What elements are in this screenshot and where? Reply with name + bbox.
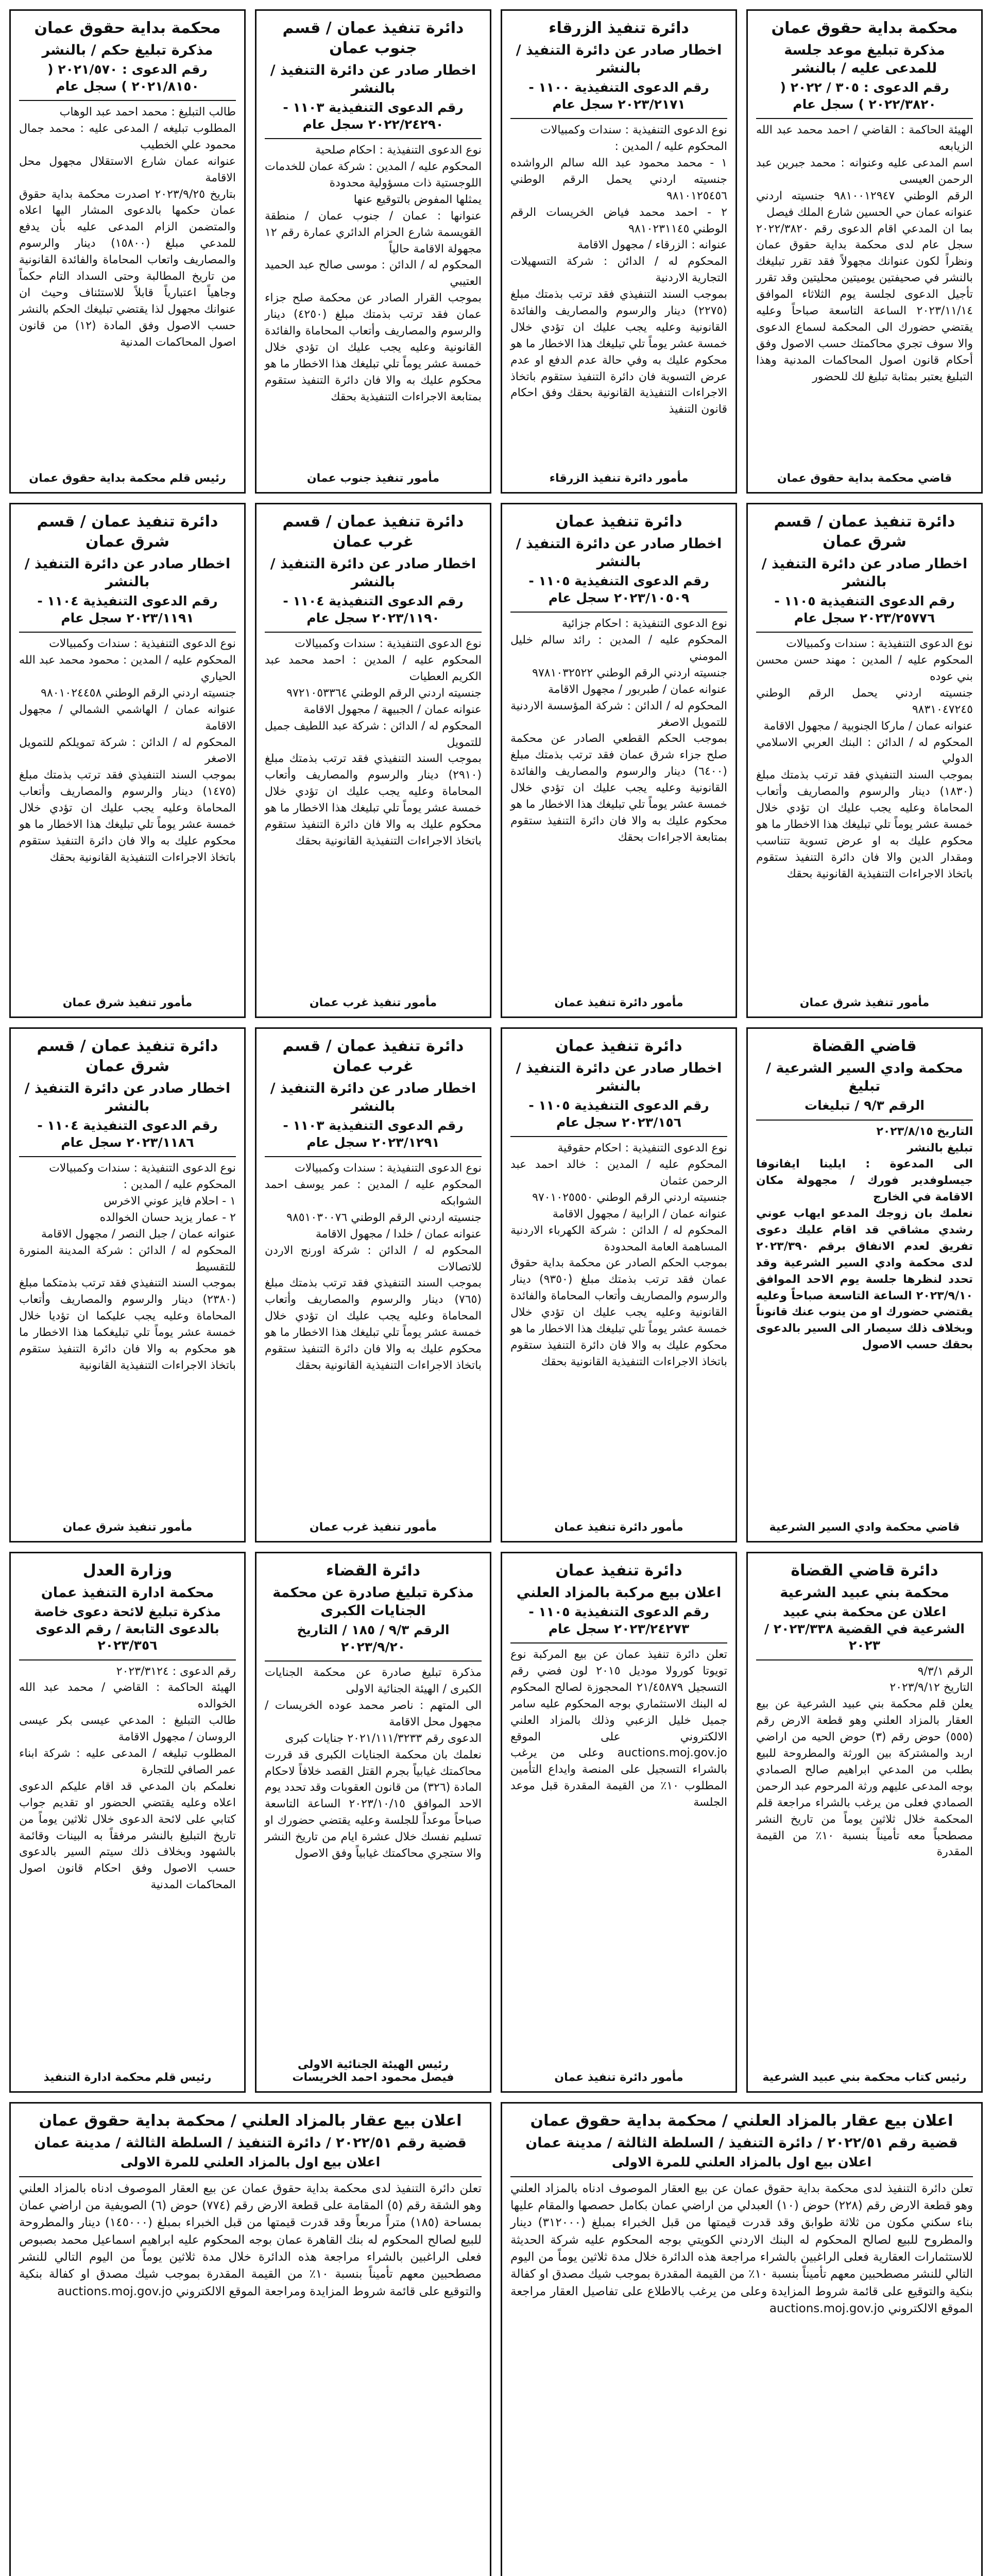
notice-signature: رئيس قلم محكمة ادارة التنفيذ — [43, 2071, 212, 2084]
notice-body: تعلن دائرة تنفيذ عمان عن بيع المركبة نوع تويوتا كورولا موديل ٢٠١٥ لون فضي رقم التسجيل ٢١/٤٥٨٧٩ المحجوزة لصالح المحكوم له البنك الاستثماري بوجه المحكوم عليه سامر جميل خليل الزعبي وذلك بالمزاد العلني الالكتروني على الموقع auctions.moj.gov.jo وعلى من يرغب بالشراء التسجيل على المنصة وايداع التأمين المطلوب ١٠٪ من القيمة المقدرة قبل موعد الجلسة — [510, 1648, 727, 1809]
notice-subtitle: اعلان بيع مركبة بالمزاد العلني — [516, 1585, 722, 1601]
divider — [510, 612, 727, 613]
notice-execution-east-amman — [746, 503, 983, 1018]
notice-signature: مأمور دائرة تنفيذ الزرقاء — [549, 472, 689, 485]
notice-subtitle: قضية رقم ٢٠٢٢/٥١ / دائرة التنفيذ / السلطة الثالثة / مدينة عمان — [525, 2135, 958, 2151]
notice-execution-east-amman-3 — [9, 1027, 246, 1543]
notice-body: تعلن دائرة التنفيذ لدى محكمة بداية حقوق عمان عن بيع العقار الموصوف ادناه بالمزاد العلني وهو الشقة رقم (٥) المقامة على قطعة الارض رقم (٧٧٤) حوض (٦) الصويفية من اراضي عمان بمساحة (١٨٥) متراً مربعاً وقد قدرت قيمتها من قبل الخبراء بمبلغ (١٤٥٠٠٠) دينار والمطروحة للبيع لصالح المحكوم له بنك القاهرة عمان بوجه المحكوم عليه ابراهيم اسماعيل محمد بصبوص فعلى الراغبين بالشراء مراجعة هذه الدائرة خلال مدة ثلاثين يوماً من اليوم التالي للنشر مصطحبين معهم تأميناً بنسبة ١٠٪ من القيمة المقدرة بموجب شيك مصدق او كفالة بنكية والتوقيع على قائمة شروط المزايدة ومراجعة الموقع الالكتروني auctions.moj.gov.jo — [19, 2181, 482, 2298]
notice-ministry-of-justice — [9, 1552, 246, 2093]
notice-subtitle: اخطار صادر عن دائرة التنفيذ / بالنشر — [516, 536, 722, 570]
notice-case-number: رقم الدعوى التنفيذية ١١٠٤ - ٢٠٢٣/١١٨٦ سجل عام — [37, 1118, 218, 1150]
notice-case-number: رقم الدعوى التنفيذية ١١٠٥ - ٢٠٢٣/١٥٦ سجل عام — [528, 1098, 709, 1130]
notice-subtitle: اخطار صادر عن دائرة التنفيذ / بالنشر — [761, 556, 968, 590]
notice-case-number: رقم الدعوى التنفيذية ١١٠٤ - ٢٠٢٣/١١٩١ سجل عام — [37, 594, 218, 625]
notice-title: قاضي القضاة — [812, 1037, 917, 1055]
notice-execution-south-amman — [255, 9, 491, 494]
divider — [19, 632, 236, 633]
notice-signature: مأمور دائرة تنفيذ عمان — [554, 1521, 683, 1534]
notice-title: دائرة القضاء — [326, 1562, 421, 1580]
notice-subtitle: اخطار صادر عن دائرة التنفيذ / بالنشر — [516, 42, 722, 77]
notice-execution-amman-2 — [501, 1027, 737, 1543]
notice-title: دائرة تنفيذ الزرقاء — [549, 19, 689, 37]
notice-title: دائرة تنفيذ عمان — [555, 513, 682, 531]
notice-judgment — [9, 9, 246, 494]
divider — [265, 1156, 482, 1157]
notice-case-number: الرقم ٩/٣ / تبليغات — [804, 1098, 925, 1113]
notice-subtitle: اخطار صادر عن دائرة التنفيذ / بالنشر — [270, 62, 476, 97]
notice-signature: مأمور دائرة تنفيذ عمان — [554, 2071, 683, 2084]
notice-signature: رئيس قلم محكمة بداية حقوق عمان — [29, 472, 226, 485]
divider — [265, 632, 482, 633]
notice-subtitle: محكمة ادارة التنفيذ عمان — [41, 1585, 214, 1601]
notice-execution-amman — [501, 503, 737, 1018]
notice-body: نوع الدعوى التنفيذية : احكام صلحية المحكوم عليه / المدين : شركة عمان للخدمات اللوجستية ذات مسؤولية محدودة يمثلها المفوض بالتوقيع عنها عنوانها : عمان / جنوب عمان / منطقة القويسمة شارع الحزام الدائري عمارة رقم ١٢ مجهولة الاقامة حالياً المحكوم له / الدائن : موسى صالح عبد الحميد العتيبي بموجب القرار الصادر عن محكمة صلح جزاء عمان فقد ترتب بذمتك مبلغ (٤٢٥٠) دينار والرسوم والمصاريف وأتعاب المحاماة والفائدة القانونية وعليه يجب عليك ان تؤدي خلال خمسة عشر يوماً تلي تبليغك هذا الاخطار ما هو محكوم عليك به والا فان دائرة التنفيذ ستقوم بمتابعة الاجراءات التنفيذية بحقك — [265, 144, 482, 403]
notice-signature: مأمور دائرة تنفيذ عمان — [554, 996, 683, 1009]
notice-body: نوع الدعوى التنفيذية : سندات وكمبيالات المحكوم عليه / المدين : ١ - محمد محمود عبد الله سالم الرواشده جنسيته اردني يحمل الرقم الوطني ٩٨١٠١٢٥٤٥٦ ٢ - احمد محمد فياض الخريسات الرقم الوطني ٩٨١٠٢٣١١٤٥ عنوانه : الزرقاء / مجهول الاقامة المحكوم له / الدائن : شركة التسهيلات التجارية الاردنية بموجب السند التنفيذي فقد ترتب بذمتك مبلغ (٢٢٧٥) دينار والرسوم والمصاريف والفائدة القانونية وعليه يجب عليك ان تؤدي خلال خمسة عشر يوماً تلي تبليغك هذا الاخطار ما هو محكوم عليك به وفي حالة عدم الدفع او عدم عرض التسوية فان دائرة التنفيذ ستقوم باتخاذ الاجراءات التنفيذية القانونية بحقك وفق احكام قانون التنفيذ — [510, 124, 727, 416]
notice-body: الرقم ٩/٣/١ التاريخ ٢٠٢٣/٩/١٢ يعلن قلم محكمة بني عبيد الشرعية عن بيع العقار بالمزاد العلني وهو قطعة الارض رقم (٥٥٥) حوض رقم (٣) حوض الحيه من اراضي اربد والمشتركة بين الورثة والمطروحة للبيع بطلب من المدعي ابراهيم صالح الصمادي بوجه المدعى عليهم ورثة المرحوم عبد الرحمن الصمادي فعلى من يرغب بالشراء مراجعة قلم المحكمة خلال ثلاثين يوماً من تاريخ النشر مصطحباً معه تأميناً بنسبة ١٠٪ من القيمة المقدرة — [756, 1665, 973, 1859]
notice-body: نوع الدعوى التنفيذية : سندات وكمبيالات المحكوم عليه / المدين : مهند حسن محسن بني عوده جنسيته اردني يحمل الرقم الوطني ٩٨٣١٠٤٧٢٤٥ عنوانه عمان / ماركا الجنوبية / مجهول الاقامة المحكوم له / الدائن : البنك العربي الاسلامي الدولي بموجب السند التنفيذي فقد ترتب بذمتك مبلغ (١٨٣٠) دينار والرسوم والمصاريف وأتعاب المحاماة وعليه يجب عليك ان تؤدي خلال خمسة عشر يوماً تلي تبليغك هذا الاخطار ما هو محكوم عليك به او عرض تسوية تتناسب ومقدار الدين والا فان دائرة التنفيذ ستقوم باتخاذ الاجراءات التنفيذية القانونية بحقك — [756, 637, 973, 880]
notice-signature: رئيس الهيئة الجنائية الاولى فيصل محمود احمد الخريسات — [292, 2058, 454, 2084]
notice-title: محكمة بداية حقوق عمان — [34, 19, 221, 37]
notice-body: نوع الدعوى التنفيذية : سندات وكمبيالات المحكوم عليه / المدين : محمود محمد عبد الله الحياري جنسيته اردني الرقم الوطني ٩٨٠١٠٢٤٤٥٨ عنوانه عمان / الهاشمي الشمالي / مجهول الاقامة المحكوم له / الدائن : شركة تمويلكم للتمويل الاصغر بموجب السند التنفيذي فقد ترتب بذمتك مبلغ (١٤٧٥) دينار والرسوم والمصاريف وأتعاب المحاماة وعليه يجب عليك ان تؤدي خلال خمسة عشر يوماً تلي تبليغك هذا الاخطار ما هو محكوم عليك به والا فان دائرة التنفيذ ستقوم باتخاذ الاجراءات التنفيذية القانونية بحقك — [19, 637, 236, 864]
notice-sharia-court — [746, 1027, 983, 1543]
notice-execution-west-amman — [255, 503, 491, 1018]
notice-signature: قاضي محكمة بداية حقوق عمان — [777, 472, 952, 485]
notice-signature: مأمور تنفيذ شرق عمان — [62, 996, 193, 1009]
notice-body: نوع الدعوى التنفيذية : سندات وكمبيالات المحكوم عليه / المدين : احمد محمد عبد الكريم العطيات جنسيته اردني الرقم الوطني ٩٧٢١٠٥٣٣٦٤ عنوانه عمان / الجبيهة / مجهول الاقامة المحكوم له / الدائن : شركة عبد اللطيف جميل للتمويل بموجب السند التنفيذي فقد ترتب بذمتك مبلغ (٢٩١٠) دينار والرسوم والمصاريف وأتعاب المحاماة وعليه يجب عليك ان تؤدي خلال خمسة عشر يوماً تلي تبليغك هذا الاخطار ما هو محكوم عليك به والا فان دائرة التنفيذ ستقوم باتخاذ الاجراءات التنفيذية القانونية بحقك — [265, 637, 482, 848]
notice-case-number: اعلان بيع اول بالمزاد العلني للمرة الاولى — [611, 2155, 872, 2170]
notice-title: دائرة تنفيذ عمان / قسم شرق عمان — [774, 513, 955, 551]
notice-body: نوع الدعوى التنفيذية : احكام جزائية المحكوم عليه / المدين : رائد سالم خليل المومني جنسيته اردني الرقم الوطني ٩٧٨١٠٣٢٥٢٢ عنوانه عمان / طبربور / مجهول الاقامة المحكوم له / الدائن : شركة المؤسسة الاردنية للتمويل الاصغر بموجب الحكم القطعي الصادر عن محكمة صلح جزاء شرق عمان فقد ترتب بذمتك مبلغ (٦٤٠٠) دينار والرسوم والمصاريف والفائدة القانونية وعليه يجب عليك ان تؤدي خلال خمسة عشر يوماً تلي تبليغك هذا الاخطار ما هو محكوم عليك به والا فان دائرة التنفيذ ستقوم بمتابعة الاجراءات بحقك — [510, 617, 727, 844]
notice-body: نوع الدعوى التنفيذية : سندات وكمبيالات المحكوم عليه / المدين : ١ - احلام فايز عوني الاخرس ٢ - عمار يزيد حسان الخوالده عنوانه عمان / جبل النصر / مجهول الاقامة المحكوم له / الدائن : شركة المدينة المنورة للتقسيط بموجب السند التنفيذي فقد ترتب بذمتكما مبلغ (٢٣٨٠) دينار والرسوم والمصاريف وأتعاب المحاماة وعليه يجب عليكما ان تؤديا خلال خمسة عشر يوماً تلي تبليغكما هذا الاخطار ما هو محكوم به والا فان دائرة التنفيذ ستقوم باتخاذ الاجراءات التنفيذية القانونية — [19, 1162, 236, 1372]
divider — [756, 632, 973, 633]
notices-row-2 — [9, 503, 983, 1018]
notice-subtitle: محكمة بني عبيد الشرعية — [780, 1585, 949, 1601]
notices-row-5 — [9, 2102, 983, 2576]
notice-signature: مأمور تنفيذ غرب عمان — [309, 996, 437, 1009]
notices-row-3 — [9, 1027, 983, 1543]
notice-subtitle: اخطار صادر عن دائرة التنفيذ / بالنشر — [516, 1060, 722, 1095]
notice-execution-west-amman-2 — [255, 1027, 491, 1543]
notice-case-number: رقم الدعوى التنفيذية ١١٠٠ - ٢٠٢٣/٢١٧١ سجل عام — [528, 80, 709, 112]
notice-subtitle: اخطار صادر عن دائرة التنفيذ / بالنشر — [270, 556, 476, 590]
notice-subtitle: قضية رقم ٢٠٢٢/٥١ / دائرة التنفيذ / السلطة الثالثة / مدينة عمان — [34, 2135, 467, 2151]
notice-title: وزارة العدل — [82, 1562, 173, 1580]
notice-case-number: رقم الدعوى التنفيذية ١١٠٤ - ٢٠٢٣/١١٩٠ سجل عام — [283, 594, 464, 625]
notice-subtitle: مذكرة تبليغ موعد جلسة للمدعى عليه / بالنشر — [784, 42, 945, 77]
notice-case-number: رقم الدعوى : ٣٠٥ / ٢٠٢٢ ( ٢٠٢٢/٣٨٢٠ ) سجل عام — [780, 80, 949, 112]
notice-case-number: رقم الدعوى : ٢٠٢١/٥٧٠ ( ٢٠٢١/٨١٥٠ ) سجل عام — [47, 62, 208, 94]
notice-subtitle: اخطار صادر عن دائرة التنفيذ / بالنشر — [24, 556, 231, 590]
notice-title: دائرة تنفيذ عمان / قسم شرق عمان — [37, 1037, 218, 1075]
notice-title: دائرة تنفيذ عمان / قسم غرب عمان — [282, 1037, 464, 1075]
notice-subtitle: محكمة وادي السير الشرعية / تبليغ — [766, 1060, 963, 1095]
divider — [510, 118, 727, 119]
notice-body: طالب التبليغ : محمد احمد عبد الوهاب المطلوب تبليغه / المدعى عليه : محمد جمال محمود علي الخطيب عنوانه عمان شارع الاستقلال مجهول محل الاقامة بتاريخ ٢٠٢٣/٩/٢٥ اصدرت محكمة بداية حقوق عمان حكمها بالدعوى المشار اليها اعلاه والمتضمن الزام المدعى عليه بأن يدفع للمدعي مبلغ (١٥٨٠٠) دينار والرسوم والمصاريف واتعاب المحاماة والفائدة القانونية من تاريخ المطالبة وحتى السداد التام حكماً وجاهياً اعتبارياً قابلاً للاستئناف وحيث ان عنوانك مجهول لذا يقتضي تبليغك الحكم بالنشر حسب الاصول وفق المادة (١٢) من قانون اصول المحاكمات المدنية — [19, 106, 236, 349]
notice-body: نوع الدعوى التنفيذية : سندات وكمبيالات المحكوم عليه / المدين : عمر يوسف احمد الشوابكه جنسيته اردني الرقم الوطني ٩٨٥١٠٣٠٠٧٦ عنوانه عمان / خلدا / مجهول الاقامة المحكوم له / الدائن : شركة اورنج الاردن للاتصالات بموجب السند التنفيذي فقد ترتب بذمتك مبلغ (٧٦٥) دينار والرسوم والمصاريف وأتعاب المحاماة وعليه يجب عليك ان تؤدي خلال خمسة عشر يوماً تلي تبليغك هذا الاخطار ما هو محكوم عليك به والا فان دائرة التنفيذ ستقوم باتخاذ الاجراءات التنفيذية القانونية بحقك — [265, 1162, 482, 1372]
notice-body: مذكرة تبليغ صادرة عن محكمة الجنايات الكبرى / الهيئة الجنائية الاولى الى المتهم : ناصر محمد عوده الخريسات / مجهول محل الاقامة الدعوى رقم ٢٠٢١/١١١/٣٢٣٣ جنايات كبرى نعلمك بان محكمة الجنايات الكبرى قد قررت محاكمتك غيابياً بجرم القتل القصد خلافاً لاحكام المادة (٣٢٦) من قانون العقوبات وقد تحدد يوم الاحد الموافق ٢٠٢٣/١٠/١٥ الساعة التاسعة صباحاً موعداً للجلسة وعليه يقتضي حضورك او تسليم نفسك خلال عشرة ايام من تاريخ النشر والا ستجري محاكمتك غيابياً وفق الاصول — [265, 1666, 482, 1860]
notice-body: رقم الدعوى : ٢٠٢٣/٣١٢٤ الهيئة الحاكمة : القاضي / محمد عبد الله الخوالده طالب التبليغ : المدعي عيسى بكر عيسى الروسان / مجهول الاقامة المطلوب تبليغه / المدعى عليه : شركة ابناء عمر الصافي للتجارة نعلمكم بان المدعي قد اقام عليكم الدعوى اعلاه وعليه يقتضي الحضور او تقديم جواب كتابي على لائحة الدعوى خلال ثلاثين يوماً من تاريخ التبليغ بالنشر مرفقاً به البينات وقائمة بالشهود وبخلاف ذلك سيتم السير بالدعوى حسب الاصول وفق احكام قانون اصول المحاكمات المدنية — [19, 1665, 236, 1892]
notice-body: الهيئة الحاكمة : القاضي / احمد محمد عبد الله الزيابعه اسم المدعى عليه وعنوانه : محمد جبرين عبد الرحمن العيسى الرقم الوطني ٩٨١٠٠١٢٩٤٧ جنسيته اردني عنوانه عمان حي الحسين شارع الملك فيصل بما ان المدعي اقام الدعوى رقم ٢٠٢٢/٣٨٢٠ سجل عام لدى محكمة بداية حقوق عمان ونظراً لكون عنوانك مجهولاً فقد تقرر تبليغك بالنشر في صحيفتين يوميتين محليتين وقد تقرر تأجيل الدعوى لجلسة يوم الثلاثاء الموافق ٢٠٢٣/١١/١٤ الساعة التاسعة صباحاً وعليه يقتضي حضورك الى المحكمة لسماع الدعوى والا سوف تجري محاكمتك حسب الاصول وفق أحكام قانون اصول المحاكمات المدنية وهذا التبليغ يعتبر بمثابة تبليغ لك للحضور — [756, 124, 973, 383]
notice-case-number: رقم الدعوى التنفيذية ١١٠٥ - ٢٠٢٣/٢٤٢٧٣ سجل عام — [528, 1604, 709, 1636]
notice-court-summons — [746, 9, 983, 494]
notice-signature: مأمور تنفيذ غرب عمان — [309, 1521, 437, 1534]
notice-body: التاريخ ٢٠٢٣/٨/١٥ تبليغ بالنشر الى المدعوة : ايلينا ايفانوفا جيسلوفدير فورك / مجهولة مكان الاقامة في الخارج نعلمك بان زوجك المدعو ايهاب عوني رشدي مشاقي قد اقام عليك دعوى تفريق لعدم الانفاق برقم ٢٠٢٣/٣٩٠ لدى محكمة وادي السير الشرعية وقد تحدد لنظرها جلسة يوم الاحد الموافق ٢٠٢٣/٩/١٠ الساعة التاسعة صباحاً وعليه يقتضي حضورك او من ينوب عنك قانوناً وبخلاف ذلك سيصار الى السير بالدعوى بحقك حسب الاصول — [756, 1125, 973, 1352]
notice-real-estate-auction-2 — [9, 2102, 491, 2576]
notice-case-number: رقم الدعوى التنفيذية ١١٠٥ - ٢٠٢٣/٢٥٧٧٦ سجل عام — [774, 594, 955, 625]
notice-case-number: رقم الدعوى التنفيذية ١١٠٥ - ٢٠٢٣/١٠٥٠٩ سجل عام — [528, 573, 709, 605]
divider — [756, 118, 973, 119]
notices-row-4 — [9, 1552, 983, 2093]
notice-title: دائرة تنفيذ عمان — [555, 1037, 682, 1055]
divider — [19, 1156, 236, 1157]
notice-case-number: رقم الدعوى التنفيذية ١١٠٣ - ٢٠٢٢/٢٤٢٩٠ سجل عام — [283, 100, 464, 132]
notice-case-number: رقم الدعوى التنفيذية ١١٠٣ - ٢٠٢٣/١٢٩١ سجل عام — [283, 1118, 464, 1150]
notice-title: دائرة تنفيذ عمان / قسم غرب عمان — [282, 513, 464, 551]
divider — [756, 1120, 973, 1121]
notice-title: دائرة تنفيذ عمان / قسم جنوب عمان — [282, 19, 464, 57]
notice-subtitle: اخطار صادر عن دائرة التنفيذ / بالنشر — [24, 1080, 231, 1115]
divider — [265, 138, 482, 139]
notice-execution-east-amman-2 — [9, 503, 246, 1018]
notices-row-1 — [9, 9, 983, 494]
notice-signature: مأمور تنفيذ جنوب عمان — [306, 472, 440, 485]
divider — [510, 1136, 727, 1137]
divider — [510, 1642, 727, 1643]
notice-execution-zarqa — [501, 9, 737, 494]
notice-body: نوع الدعوى التنفيذية : احكام حقوقية المحكوم عليه / المدين : خالد احمد عبد الرحمن عثمان جنسيته اردني الرقم الوطني ٩٧٠١٠٢٥٥٥٠ عنوانه عمان / الرابية / مجهول الاقامة المحكوم له / الدائن : شركة الكهرباء الاردنية المساهمة العامة المحدودة بموجب الحكم الصادر عن محكمة بداية حقوق عمان فقد ترتب بذمتك مبلغ (٩٣٥٠) دينار والرسوم والمصاريف وأتعاب المحاماة والفائدة القانونية وعليه يجب عليك ان تؤدي خلال خمسة عشر يوماً تلي تبليغك هذا الاخطار ما هو محكوم عليك به والا فان دائرة التنفيذ ستقوم باتخاذ الاجراءات التنفيذية القانونية بحقك — [510, 1142, 727, 1368]
notice-title: دائرة قاضي القضاة — [791, 1562, 938, 1580]
notice-subtitle: مذكرة تبليغ حكم / بالنشر — [42, 42, 213, 58]
notice-title: دائرة تنفيذ عمان — [555, 1562, 682, 1580]
divider — [19, 2176, 482, 2177]
notice-real-estate-auction-1 — [501, 2102, 983, 2576]
notice-signature: مأمور تنفيذ شرق عمان — [62, 1521, 193, 1534]
divider — [19, 1659, 236, 1660]
divider — [510, 2176, 973, 2177]
divider — [756, 1659, 973, 1660]
divider — [265, 1660, 482, 1662]
notice-case-number: مذكرة تبليغ لائحة دعوى خاصة بالدعوى التابعة / رقم الدعوى ٢٠٢٣/٣٥٦ — [33, 1604, 221, 1653]
notice-signature: رئيس كتاب محكمة بني عبيد الشرعية — [762, 2071, 967, 2084]
notice-body: تعلن دائرة التنفيذ لدى محكمة بداية حقوق عمان عن بيع العقار الموصوف ادناه بالمزاد العلني وهو قطعة الارض رقم (٢٢٨) حوض (١٠) العبدلي من اراضي عمان بكامل حصصها والمقام عليها بناء سكني مكون من ثلاثة طوابق وقد قدرت قيمتها من قبل الخبراء بمبلغ (٣١٢٠٠٠) دينار والمطروح للبيع لصالح المحكوم له البنك الاردني الكويتي بوجه المحكوم عليه شركة الحديثة للاستثمارات العقارية فعلى الراغبين بالشراء مراجعة هذه الدائرة خلال مدة ثلاثين يوماً من اليوم التالي للنشر مصطحبين معهم تأميناً بنسبة ١٠٪ من القيمة المقدرة بموجب شيك مصدق او كفالة بنكية والتوقيع على قائمة شروط المزايدة وعلى من يرغب بالاطلاع على تفاصيل العقار مراجعة الموقع الالكتروني auctions.moj.gov.jo — [510, 2181, 973, 2315]
divider — [19, 100, 236, 101]
notice-vehicle-auction — [501, 1552, 737, 2093]
notice-criminal-court — [255, 1552, 491, 2093]
notice-signature: قاضي محكمة وادي السير الشرعية — [769, 1521, 960, 1534]
notice-case-number: الرقم ٩/٣ / ١٨٥ / التاريخ ٢٠٢٣/٩/٢٠ — [297, 1622, 450, 1654]
notice-sharia-auction — [746, 1552, 983, 2093]
notice-subtitle: اخطار صادر عن دائرة التنفيذ / بالنشر — [270, 1080, 476, 1115]
notice-title: اعلان بيع عقار بالمزاد العلني / محكمة بداية حقوق عمان — [530, 2112, 953, 2130]
notice-title: اعلان بيع عقار بالمزاد العلني / محكمة بداية حقوق عمان — [39, 2112, 462, 2130]
notice-title: دائرة تنفيذ عمان / قسم شرق عمان — [37, 513, 218, 551]
notice-subtitle: مذكرة تبليغ صادرة عن محكمة الجنايات الكبرى — [272, 1585, 474, 1619]
notice-case-number: اعلان بيع اول بالمزاد العلني للمرة الاولى — [120, 2155, 381, 2170]
notice-title: محكمة بداية حقوق عمان — [771, 19, 958, 37]
notice-signature: مأمور تنفيذ شرق عمان — [799, 996, 930, 1009]
notice-case-number: اعلان عن محكمة بني عبيد الشرعية في القضية ٢٠٢٣/٣٣٨ / ٢٠٢٣ — [764, 1604, 965, 1653]
